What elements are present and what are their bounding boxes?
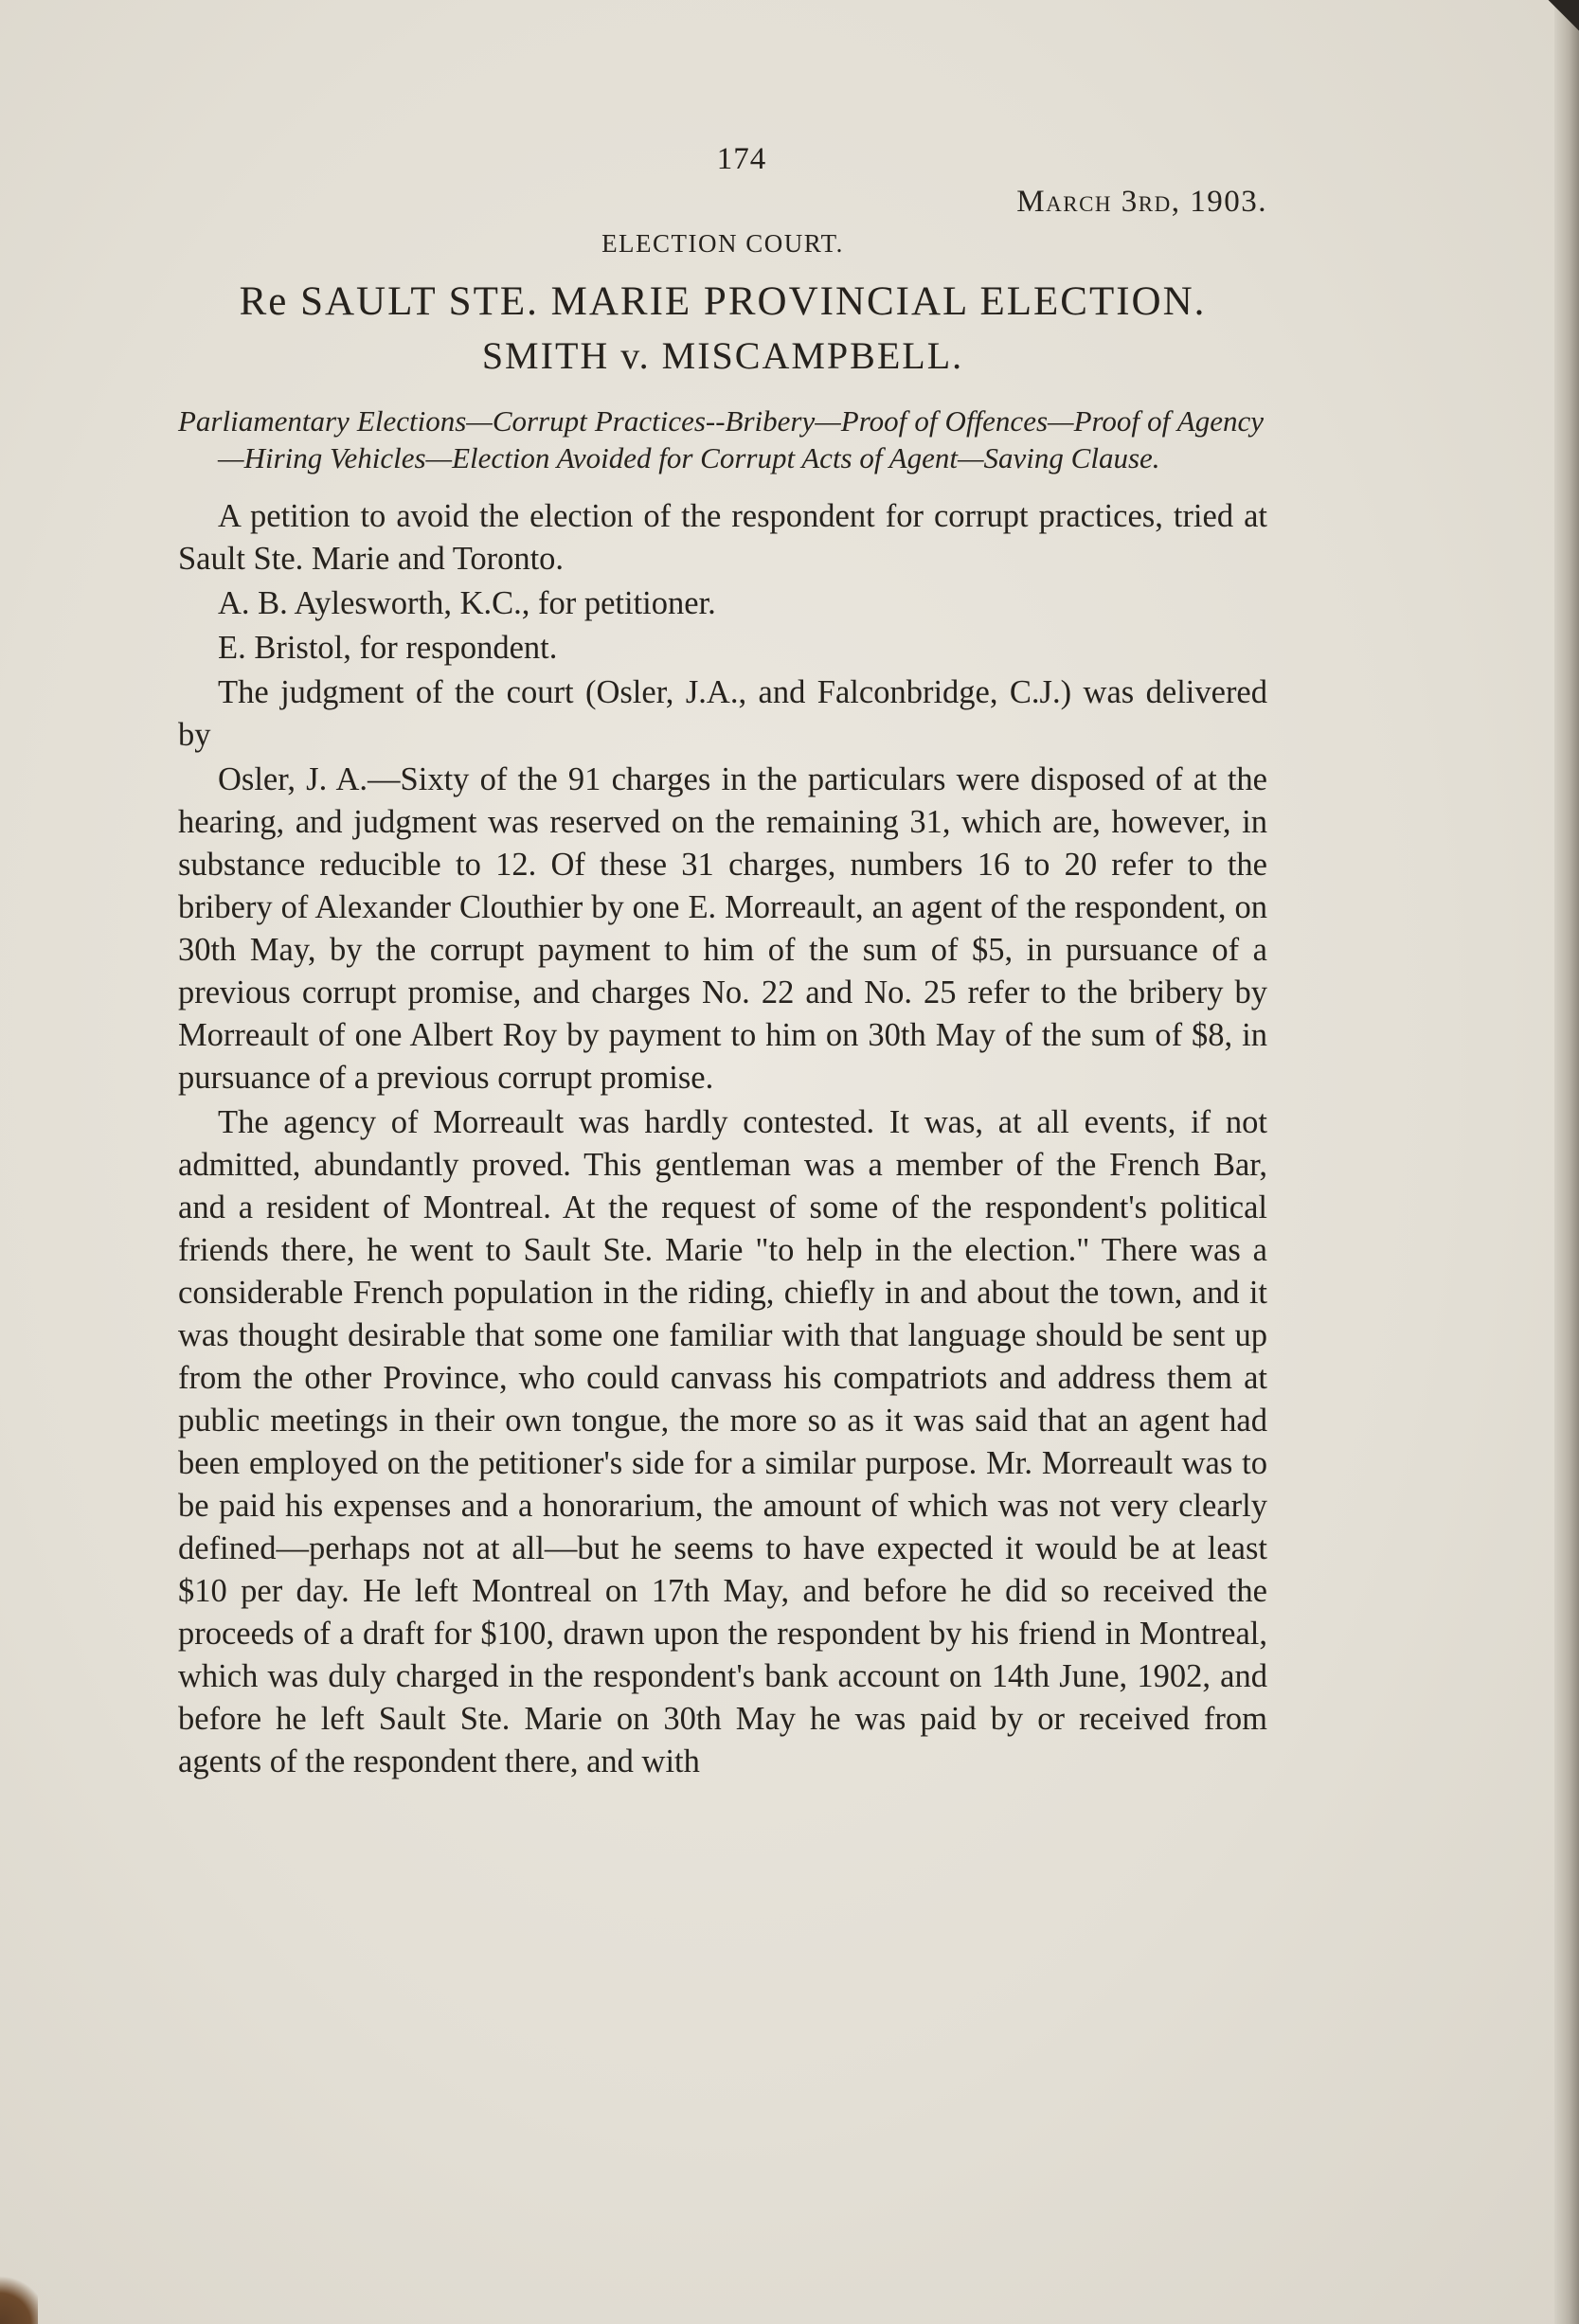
- judgment-intro: The judgment of the court (Osler, J.A., and Falconbridge, C.J.) was delivered by: [178, 674, 1267, 753]
- body-paragraph: Osler, J. A.—Sixty of the 91 charges in the particulars were disposed of at the hearing, and judgment was reserved on the remaining 31, which are, however, in substance reducible to 12. Of these 31 charges, numbers 16 to 20 refer to the bribery of Alexander Clouthier by one E. Morreault, an agent of the respondent, on 30th May, by the corrupt payment to him of the sum of $5, in pursuance of a previous corrupt promise, and charges No. 22 and No. 25 refer to the bribery by Morreault of one Albert Roy by payment to him on 30th May of the sum of $8, in pursuance of a previous corrupt promise.: [178, 761, 1267, 1096]
- page-content: [178, 142, 1267, 1785]
- body-paragraph: The agency of Morreault was hardly contested. It was, at all events, if not admitted, abundantly proved. This gentleman was a member of the French Bar, and a resident of Montreal. At the request of some of the respondent's political friends there, he went to Sault Ste. Marie "to help in the election." There was a considerable French population in the riding, chiefly in and about the town, and it was thought desirable that some one familiar with that language should be sent up from the other Province, who could canvass his compatriots and address them at public meetings in their own tongue, the more so as it was said that an agent had been employed on the petitioner's side for a similar purpose. Mr. Morreault was to be paid his expenses and a honorarium, the amount of which was not very clearly defined—perhaps not at all—but he seems to have expected it would be at least $10 per day. He left Montreal on 17th May, and before he did so received the proceeds of a draft for $100, drawn upon the respondent by his friend in Montreal, which was duly charged in the respondent's bank account on 14th June, 1902, and before he left Sault Ste. Marie on 30th May he was paid by or received from agents of the respondent there, and with: [178, 1104, 1267, 1779]
- case-parties: SMITH v. MISCAMPBELL.: [481, 334, 964, 377]
- counsel-petitioner: A. B. Aylesworth, K.C., for petitioner.: [218, 585, 716, 621]
- page-corner-shadow: [1541, 0, 1579, 38]
- case-title: Re SAULT STE. MARIE PROVINCIAL ELECTION.: [239, 279, 1207, 324]
- page-number: 174: [716, 142, 767, 176]
- book-cover-corner: [0, 2267, 38, 2324]
- counsel-respondent: E. Bristol, for respondent.: [218, 630, 558, 666]
- headnote: Parliamentary Elections—Corrupt Practices--Bribery—Proof of Offences—Proof of Agency—Hiring Vehicles—Election Avoided for Corrupt Acts of Agent—Saving Clause.: [178, 404, 1264, 474]
- page-edge-shadow: [1554, 0, 1579, 2324]
- intro-paragraph: A petition to avoid the election of the respondent for corrupt practices, tried at Sault Ste. Marie and Toronto.: [178, 498, 1267, 577]
- court-name: ELECTION COURT.: [601, 229, 844, 258]
- dateline: March 3rd, 1903.: [1016, 185, 1267, 219]
